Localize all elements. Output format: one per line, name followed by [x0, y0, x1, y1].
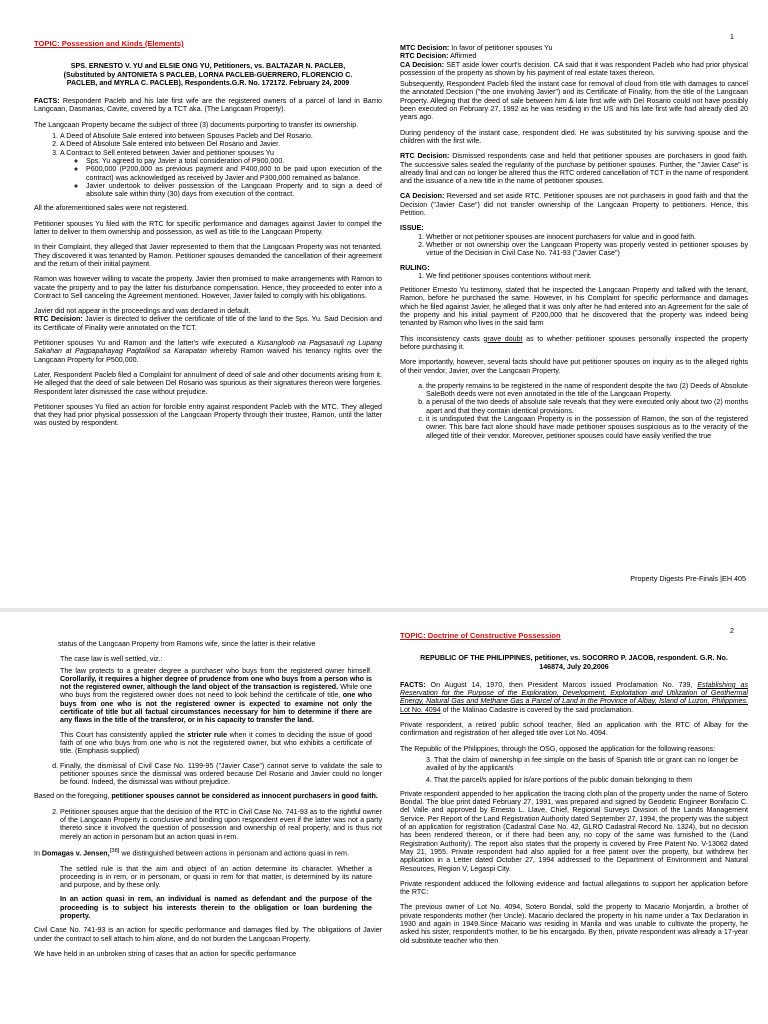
block-quote: The settled rule is that the aim and object of an action determine its character. Whether a proceeding is in rem, or in personam, or quasi in rem for that matter, is determined by its nature and purpose, and by these only. — [60, 864, 372, 890]
list-item: 1. Whether or not petitioner spouses are innocent purchasers for value and in good faith. — [426, 233, 748, 241]
case-caption: SPS. ERNESTO V. YU and ELSIE ONG YU, Petitioners, vs. BALTAZAR N. PACLEB, (Substituted by ANTONIETA S PACLEB, LORNA PACLEB-GUERRERO, FLORENCIO C. PACLEB, and MYRLA C. PACLEB), Respondents.G.R. No. 172172. February 24, 2009 — [63, 62, 353, 87]
paragraph: During pendency of the instant case, respondent died. He was substituted by his surviving spouse and the children with the first wife. — [400, 128, 748, 145]
paragraph: The previous owner of Lot No. 4094, Sotero Bondal, sold the property to Macario Monjardin, a brother of private respondents mother (her Uncle). Macario declared the property in his name under a Tax Declaration in 1930 and again in 1949.Since Macario was residing in Manila and was unable to cultivate the property, he asked his sister, respondent's mother, to be his encargado. By then, private respondent was already a 17-year old substitute teacher who then — [400, 903, 748, 945]
paragraph: Petitioner spouses Yu filed an action for forcible entry against respondent Pacleb with the MTC. They alleged that they had prior physical possession of the Langcaan Property through their trustee, Ramon, until the latter was ousted by respondent. — [34, 402, 382, 428]
list-item: d. Finally, the dismissal of Civil Case No. 1199-95 ("Javier Case") cannot serve to validate the sale to petitioner spouses since the dismissal was ordered because Del Rosario and Javier could no longer be found. Indeed, the dismissal was without prejudice. — [60, 762, 382, 787]
paragraph: Subsequently, Respondent Pacleb filed the instant case for removal of cloud from title with damages to cancel the annotated Decision ("the one involving Javier") and its Certificate of Finality, from the title of the Langcaan Property. Alleging that the deed of sale between him & late first wife with Del Rosario could not have possibly been executed on February 27, 1992 as he was residing in the US and his late first wife had already died 20 years ago. — [400, 80, 748, 122]
reason-item: 4. That the parcel/s applied for is/are portions of the public domain belonging to them — [426, 775, 693, 784]
decision-summary: MTC Decision: In favor of petitioner spouses Yu RTC Decision: Affirmed CA Decision: SET aside lower court's decision. CA said that it was respondent Pacleb who had prior physical possession of the property as shown by his payment of real estate taxes thereon. — [400, 44, 748, 77]
issue-heading: ISSUE: — [400, 224, 424, 233]
paragraph: This inconsistency casts grave doubt as to whether petitioner spouses personally inspected the property before purchasing it. — [400, 334, 748, 351]
paragraph: More importantly, however, several facts should have put petitioner spouses on inquiry as to the alleged rights of their vendor, Javier, over the Langcaan Property. — [400, 358, 748, 375]
facts-list-continued — [34, 762, 382, 787]
subject-intro: The Langcaan Property became the subject of three (3) documents purporting to transfer its ownership. — [34, 120, 359, 129]
facts-list — [400, 382, 748, 440]
paragraph: In Domagas v. Jensen,[38] we distinguished between actions in personam and actions quasi in rem. — [34, 847, 349, 858]
document-page-2 — [0, 612, 768, 1024]
page2-right-column — [400, 632, 748, 1024]
paragraph: status of the Langcaan Property from Ramons wife, since the latter is their relative — [58, 640, 316, 648]
paragraph: Civil Case No. 741-93 is an action for specific performance and damages filed by. The obligations of Javier under the contract to sell attach to him alone, and do not burden the Langcaan Property. — [34, 926, 382, 943]
ruling-list — [400, 272, 748, 280]
paragraph: Javier did not appear in the proceedings and was declared in default. RTC Decision: Javier is directed to deliver the certificate of title of the land to the Sps. Yu. Said Decision and its Certificate of Finality were annotated on the TCT. — [34, 307, 382, 332]
page-number: 2 — [729, 626, 734, 635]
block-quote: The law protects to a greater degree a purchaser who buys from the registered owner himself. Corollarily, it requires a higher degree of prudence from one who buys from a person who is not the registered owner, although the land object of the transaction is registered. While one who buys from the registered owner does not need to look behind the certificate of title, one who buys from one who is not the registered owner is expected to examine not only the certificate of title but all factual circumstances necessary for him to determine if there are any flaws in the title of the transferor, or in his capacity to transfer the land. — [60, 666, 372, 725]
paragraph: Later, Respondent Pacleb filed a Complaint for annulment of deed of sale and other documents arising from it. He alleged that the deed of sale between Del Rosario was spurious as their signatures thereon were forgeries. Respondent later dismissed the case without prejudice. — [34, 370, 382, 396]
list-item: b. a perusal of the two deeds of absolute sale reveals that they were executed only about two (2) months apart and that they contain identical provisions. — [426, 398, 748, 415]
reason-item: 3. That the claim of ownership in fee simple on the basis of Spanish title or grant can no longer be availed of by the applicant/s — [426, 755, 738, 773]
page-footer: Property Digests Pre-Finals |EH 405 — [630, 574, 746, 583]
paragraph: Petitioner spouses Yu filed with the RTC for specific performance and damages against Javier to compel the latter to deliver to them ownership and possession, as well as title to the Langcaan Property. — [34, 219, 382, 237]
facts-paragraph: FACTS: On August 14, 1970, then President Marcos issued Proclamation No. 739, Establishing as Reservation for the Purpose of the Exploration, Development, Exploitation and Utilization of Geothermal Energy, Natural Gas and Methane Gas a Parcel of Land in the Province of Albay, Island of Luzon, Philippines. Lot No. 4094 of the Malinao Cadastre is covered by the said proclamation. — [400, 680, 748, 714]
list-item: 1. A Deed of Absolute Sale entered into between Spouses Pacleb and Del Rosario. — [60, 132, 382, 140]
list-item: ◦ P600,000 (P200,000 as previous payment and P400,000 to be paid upon execution of the contract) was acknowledged as received by Javier and P300,000 remained as balance. — [86, 165, 382, 182]
block-quote: This Court has consistently applied the stricter rule when it comes to deciding the issue of good faith of one who buys from one who is not the registered owner, but who exhibits a certificate of title. (Emphasis supplied) — [60, 730, 372, 756]
paragraph: Petitioner spouses Yu and Ramon and the latter's wife executed a Kusangloob na Pagsasauli ng Lupang Sakahan at Pagpapahayag Pagtalikod sa Karapatan whereby Ramon waived his tenancy rights over the Langcaan Property for P500,000. — [34, 339, 382, 364]
ruling-list-continued — [34, 808, 382, 841]
topic-heading: TOPIC: Possession and Kinds (Elements) — [34, 40, 184, 48]
case-caption: REPUBLIC OF THE PHILIPPINES, petitioner, vs. SOCORRO P. JACOB, respondent. G.R. No. 146874, July 20,2006 — [420, 654, 728, 671]
paragraph: In their Complaint, they alleged that Javier represented to them that the Langcaan Property was not tenanted. They discovered it was tenanted by Ramon. Petitioner spouses demanded the cancellation of their agreement and the return of their initial payment. — [34, 243, 382, 268]
issues-list — [400, 233, 748, 258]
paragraph: Petitioner Ernesto Yu testimony, stated that he inspected the Langcaan Property and talked with the tenant, Ramon, before he purchased the same. However, in his Complaint for specific performance and damages which he filed against Javier, he alleged that it was only after he had entered into an Agreement for the sale of the property and his initial payment of P200,000 that he discovered that the property was indeed being tenanted by Ramon who lives in the said farm — [400, 286, 748, 328]
paragraph: CA Decision: Reversed and set aside RTC. Petitioner spouses are not purchasers in good faith and that the Decision ("Javier Case") did not transfer ownership of the Langcaan Property to petitioners. Hence, this Petition. — [400, 192, 748, 218]
block-quote: In an action quasi in rem, an individual is named as defendant and the purpose of the proceeding is to subject his interests therein to the obligation or loan burdening the property. — [60, 895, 372, 921]
contract-terms-list — [60, 157, 382, 198]
page1-right-column — [400, 44, 748, 604]
paragraph: We have held in an unbroken string of cases that an action for specific performance — [34, 949, 297, 958]
list-item: 3. A Contract to Sell entered between Javier and petitioner spouses Yu ◦ Sps. Yu agreed to pay Javier a total consideration of P900,000. ◦ P600,000 (P200,000 as previous payment and P400,000 to be paid upon execution of the contract) was acknowledged as received by Javier and P300,000 remained as balance. ◦ Javier undertook to deliver possession of the Langcaan Property and to sign a deed of absolute sale within thirty (30) days from execution of the contract. — [60, 149, 382, 199]
topic-heading: TOPIC: Doctrine of Constructive Possession — [400, 632, 561, 640]
paragraph: Private respondent adduced the following evidence and factual allegations to support her application before the RTC: — [400, 879, 748, 897]
paragraph: The Republic of the Philippines, through the OSG, opposed the application for the following reasons: — [400, 744, 716, 753]
list-item: c. it is undisputed that the Langcaan Property is in the possession of Ramon, the son of the registered owner. This bare fact alone should have made petitioner spouses suspicious as to the veracity of the alleged title of their vendor. Moreover, petitioner spouses could have easily verified the true — [426, 415, 748, 440]
paragraph: Ramon was however willing to vacate the property. Javier then promised to make arrangements with Ramon to vacate the property and to pay the latter his disturbance compensation. Hence, they proceeded to enter into a Contract to Sell canceling the Agreement mentioned. However, Javier failed to comply with his obligations. — [34, 275, 382, 300]
list-item: ◦ Sps. Yu agreed to pay Javier a total consideration of P900,000. — [86, 157, 382, 165]
paragraph: All the aforementioned sales were not registered. — [34, 204, 189, 213]
paragraph: The case law is well settled, viz.: — [60, 655, 163, 664]
page1-left-column — [34, 40, 382, 600]
documents-list — [34, 132, 382, 198]
list-item: ◦ Javier undertook to deliver possession of the Langcaan Property and to sign a deed of absolute sale within thirty (30) days from execution of the contract. — [86, 182, 382, 199]
list-item: 2. A Deed of Absolute Sale entered into between Del Rosario and Javier. — [60, 140, 382, 148]
list-item: 1. We find petitioner spouses contentions without merit. — [426, 272, 748, 280]
page-number: 1 — [729, 32, 734, 41]
ruling-heading: RULING: — [400, 263, 430, 272]
paragraph: Private respondent appended to her application the tracing cloth plan of the property under the name of Sotero Bondal. The blue print dated February 27, 1991, was prepared and signed by Geodetic Engineer Bonifacio C. del Valle and approved by Ernesto L. Llave, Chief, Regional Surveys Division of the Lands Management Service. Per Report of the Land Registration Authority dated September 27, 1994, the property was the subject of an application for registration (Cadastral Case No. 42, GLRO Cadastral Record No. 1324), but no decision has been rendered thereon, or if there had been any, no copy of the same was furnished to the (Land Registration Authority). The report also states that the property is covered by Free Patent No. V-13062 dated May 21, 1955. Private respondent had also applied for a free patent over the property, but withdrew her application in a Letter dated October 27, 1994 addressed to the Department of Environment and Natural Resources, Region V, Legaspi City. — [400, 789, 748, 873]
paragraph: Based on the foregoing, petitioner spouses cannot be considered as innocent purchasers in good faith. — [34, 792, 378, 801]
paragraph: Private respondent, a retired public school teacher, filed an application with the RTC of Albay for the confirmation and registration of her alleged title over Lot No. 4094. — [400, 721, 748, 738]
list-item: 2. Petitioner spouses argue that the decision of the RTC in Civil Case No. 741-93 as to the rightful owner of the Langcaan Property is conclusive and binding upon respondent even if the latter was not a party thereto since it involved the question of possession and ownership of real property, and is thus not merely an action in personam but an action quasi in rem. — [60, 808, 382, 841]
page2-left-column — [34, 640, 382, 1024]
list-item: 2. Whether or not ownership over the Langcaan Property was properly vested in petitioner spouses by virtue of the Decision in Civil Case No. 741-93 ("Javier Case") — [426, 241, 748, 258]
facts-paragraph: FACTS: Respondent Pacleb and his late first wife are the registered owners of a parcel of land in Barrio Langcaan, Dasmarias, Cavite, covered by a TCT aka. (The Langcaan Property). — [34, 97, 382, 114]
paragraph: RTC Decision: Dismissed respondents case and held that petitioner spouses are purchasers in good faith. The successive sales sealed the regularity of the purchase by petitioner spouses. Further, the "Javier Case" is already final and can no longer be altered thus the RTC ordered cancellation of TCT in the name of respondent and the issuance of a new title in the name of petitioner spouses. — [400, 152, 748, 186]
list-item: a. the property remains to be registered in the name of respondent despite the two (2) Deeds of Absolute SaleBoth deeds were not even annotated in the title of the Langcaan Property. — [426, 382, 748, 399]
